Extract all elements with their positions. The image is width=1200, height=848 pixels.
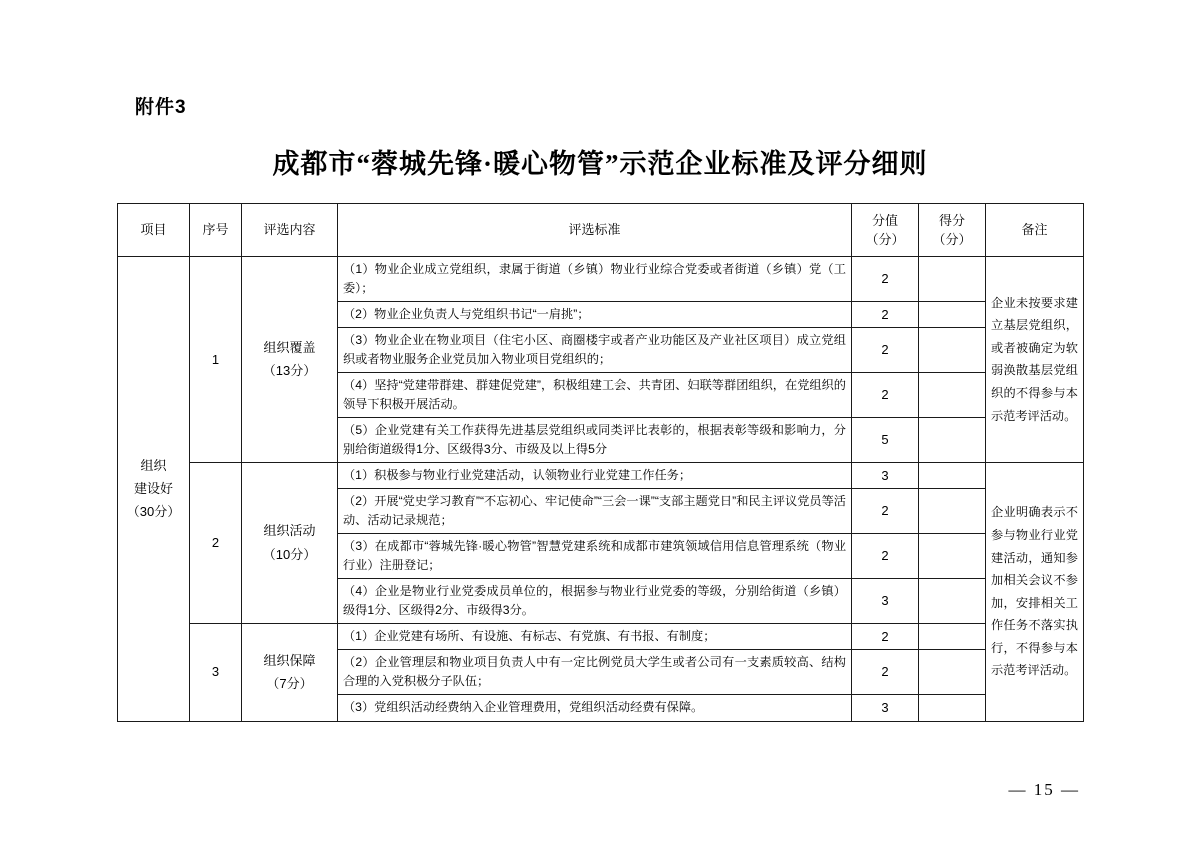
score-value-cell: 5 — [852, 417, 919, 462]
table-row — [118, 257, 1084, 302]
criteria-cell: （3）党组织活动经费纳入企业管理费用，党组织活动经费有保障。 — [338, 695, 852, 722]
criteria-cell: （2）企业管理层和物业项目负责人中有一定比例党员大学生或者公司有一支素质较高、结构合理的入党积极分子队伍； — [338, 650, 852, 695]
page-title: 成都市“蓉城先锋·暖心物管”示范企业标准及评分细则 — [272, 149, 928, 179]
score-value-cell: 2 — [852, 328, 919, 373]
header-remark: 备注 — [986, 204, 1084, 257]
score-value-cell: 2 — [852, 650, 919, 695]
score-value-cell: 2 — [852, 534, 919, 579]
group-content-line2: （7分） — [266, 676, 313, 692]
score-got-cell[interactable] — [919, 462, 986, 489]
header-score-value-line1: 分值 — [871, 212, 898, 228]
score-value-cell: 3 — [852, 462, 919, 489]
criteria-cell: （3）物业企业在物业项目（住宅小区、商圈楼宇或者产业功能区及产业社区项目）成立党组织或者物业服务企业党员加入物业项目党组织的； — [338, 328, 852, 373]
score-got-cell[interactable] — [919, 695, 986, 722]
header-project: 项目 — [118, 204, 190, 257]
score-value-cell: 2 — [852, 373, 919, 418]
score-value-cell: 3 — [852, 578, 919, 623]
remark-cell: 企业明确表示不参与物业行业党建活动，通知参加相关会议不参加，安排相关工作任务不落实执行，不得参与本示范考评活动。 — [986, 462, 1084, 721]
group-content-line1: 组织覆盖 — [263, 339, 316, 355]
score-got-cell[interactable] — [919, 578, 986, 623]
score-got-cell[interactable] — [919, 301, 986, 328]
category-line3: （30分） — [126, 504, 181, 520]
page-number: — 15 — — [1008, 780, 1080, 799]
header-score-got — [919, 204, 986, 257]
score-value-cell: 2 — [852, 301, 919, 328]
table-row — [118, 623, 1084, 650]
header-score-got-line1: 得分 — [938, 212, 965, 228]
group-content-line2: （10分） — [262, 546, 317, 562]
group-seq: 2 — [190, 462, 242, 623]
remark-cell: 企业未按要求建立基层党组织，或者被确定为软弱涣散基层党组织的不得参与本示范考评活动。 — [986, 257, 1084, 463]
criteria-cell: （1）积极参与物业行业党建活动，认领物业行业党建工作任务； — [338, 462, 852, 489]
score-value-cell: 2 — [852, 257, 919, 302]
category-line2: 建设好 — [133, 481, 173, 497]
criteria-cell: （2）开展“党史学习教育”“不忘初心、牢记使命”“三会一课”“支部主题党日”和民主评议党员等活动、活动记录规范； — [338, 489, 852, 534]
score-value-cell: 2 — [852, 489, 919, 534]
category-cell — [118, 257, 190, 722]
attachment-label: 附件3 — [135, 97, 187, 118]
header-content: 评选内容 — [242, 204, 338, 257]
criteria-cell: （1）物业企业成立党组织，隶属于街道（乡镇）物业行业综合党委或者街道（乡镇）党（工委）； — [338, 257, 852, 302]
group-content-line2: （13分） — [262, 363, 317, 379]
criteria-cell: （4）企业是物业行业党委成员单位的，根据参与物业行业党委的等级，分别给街道（乡镇）级得1分、区级得2分、市级得3分。 — [338, 578, 852, 623]
group-seq: 3 — [190, 623, 242, 721]
header-score-value — [852, 204, 919, 257]
score-got-cell[interactable] — [919, 417, 986, 462]
criteria-cell: （2）物业企业负责人与党组织书记“一肩挑”； — [338, 301, 852, 328]
group-content-line1: 组织活动 — [263, 523, 316, 539]
score-got-cell[interactable] — [919, 328, 986, 373]
criteria-cell: （5）企业党建有关工作获得先进基层党组织或同类评比表彰的，根据表彰等级和影响力，分别给街道级得1分、区级得3分、市级及以上得5分 — [338, 417, 852, 462]
criteria-cell: （4）坚持“党建带群建、群建促党建”，积极组建工会、共青团、妇联等群团组织，在党组织的领导下积极开展活动。 — [338, 373, 852, 418]
criteria-cell: （3）在成都市“蓉城先锋·暖心物管”智慧党建系统和成都市建筑领域信用信息管理系统（物业行业）注册登记； — [338, 534, 852, 579]
group-seq: 1 — [190, 257, 242, 463]
score-got-cell[interactable] — [919, 373, 986, 418]
scoring-criteria-table — [117, 203, 1084, 722]
category-line1: 组织 — [140, 457, 167, 473]
table-row — [118, 462, 1084, 489]
header-score-value-line2: （分） — [865, 232, 905, 247]
group-content — [242, 462, 338, 623]
score-got-cell[interactable] — [919, 257, 986, 302]
group-content-line1: 组织保障 — [263, 652, 316, 668]
group-content — [242, 623, 338, 721]
group-content — [242, 257, 338, 463]
header-seq: 序号 — [190, 204, 242, 257]
score-got-cell[interactable] — [919, 489, 986, 534]
criteria-cell: （1）企业党建有场所、有设施、有标志、有党旗、有书报、有制度； — [338, 623, 852, 650]
table-header-row — [118, 204, 1084, 257]
score-got-cell[interactable] — [919, 534, 986, 579]
header-criteria: 评选标准 — [338, 204, 852, 257]
score-got-cell[interactable] — [919, 650, 986, 695]
score-value-cell: 3 — [852, 695, 919, 722]
score-got-cell[interactable] — [919, 623, 986, 650]
score-value-cell: 2 — [852, 623, 919, 650]
header-score-got-line2: （分） — [932, 232, 972, 247]
